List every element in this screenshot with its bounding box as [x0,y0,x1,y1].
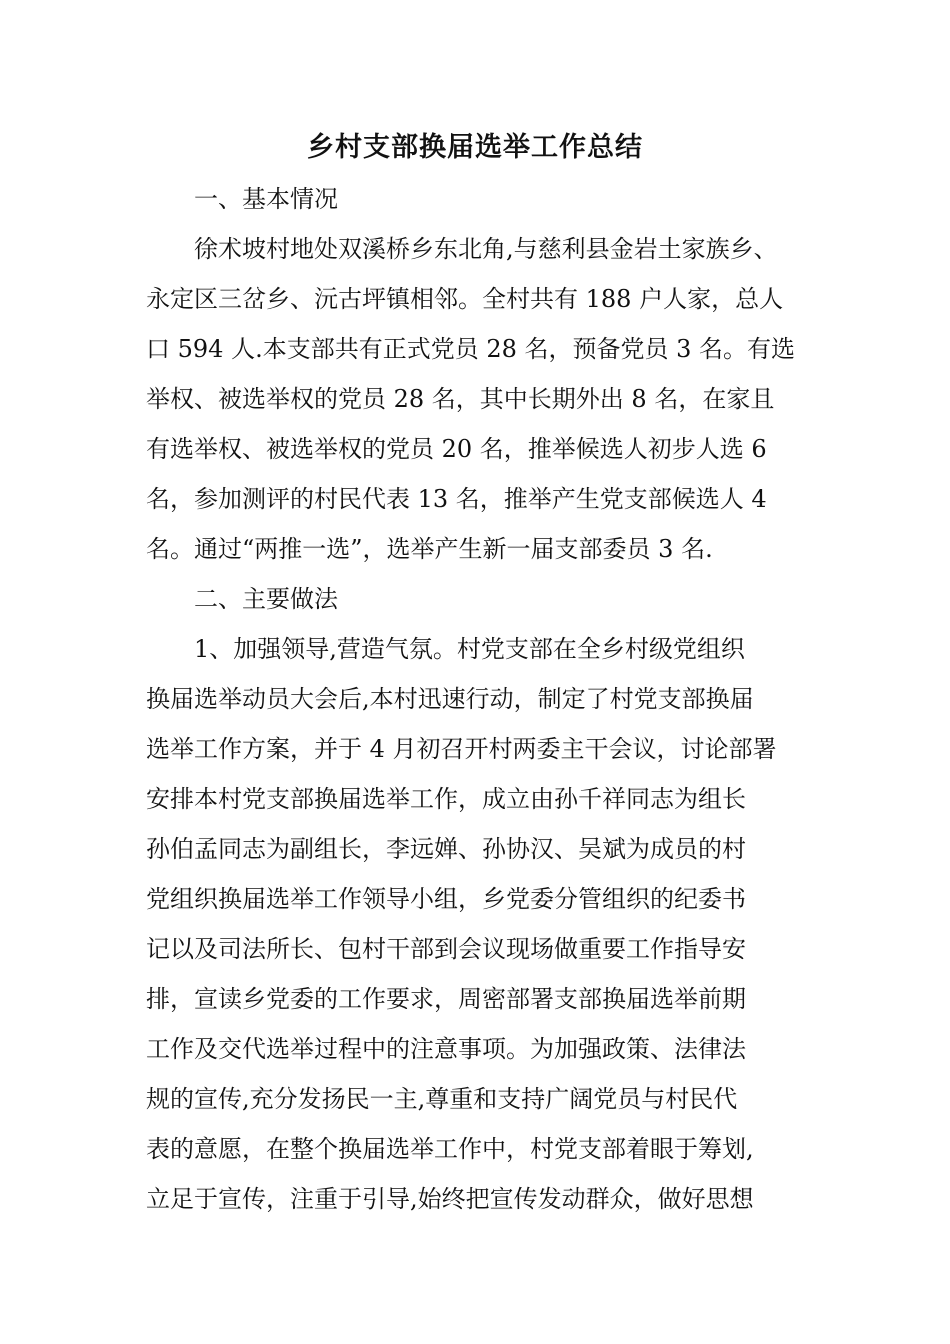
paragraph-line: 规的宣传,充分发扬民一主,尊重和支持广阔党员与村民代 [146,1085,738,1113]
paragraph-line: 孙伯孟同志为副组长，李远婵、孙协汉、吴斌为成员的村 [146,835,746,863]
paragraph-line: 记以及司法所长、包村干部到会议现场做重要工作指导安 [146,935,746,963]
paragraph-line: 名。通过“两推一选”，选举产生新一届支部委员 3 名. [146,535,713,563]
paragraph-line: 工作及交代选举过程中的注意事项。为加强政策、法律法 [146,1035,746,1063]
section-heading-basic-situation: 一、基本情况 [194,185,338,213]
paragraph-line: 永定区三岔乡、沅古坪镇相邻。全村共有 188 户人家，总人 [146,285,784,313]
section-heading-main-methods: 二、主要做法 [194,585,338,613]
paragraph-line: 有选举权、被选举权的党员 20 名，推举候选人初步人选 6 [146,435,767,463]
paragraph-line: 换届选举动员大会后,本村迅速行动，制定了村党支部换届 [146,685,754,713]
paragraph-line: 口 594 人.本支部共有正式党员 28 名，预备党员 3 名。有选 [146,335,796,363]
paragraph-line: 名，参加测评的村民代表 13 名，推举产生党支部候选人 4 [146,485,767,513]
paragraph-line: 安排本村党支部换届选举工作，成立由孙千祥同志为组长 [146,785,746,813]
paragraph-line: 立足于宣传，注重于引导,始终把宣传发动群众，做好思想 [146,1185,754,1213]
document-title: 乡村支部换届选举工作总结 [307,132,643,163]
paragraph-line: 徐术坡村地处双溪桥乡东北角,与慈利县金岩土家族乡、 [194,235,778,263]
paragraph-line: 党组织换届选举工作领导小组，乡党委分管组织的纪委书 [146,885,746,913]
paragraph-line: 举权、被选举权的党员 28 名，其中长期外出 8 名，在家且 [146,385,775,413]
paragraph-line: 1、加强领导,营造气氛。村党支部在全乡村级党组织 [194,635,745,663]
paragraph-line: 表的意愿，在整个换届选举工作中，村党支部着眼于筹划, [146,1135,754,1163]
paragraph-line: 选举工作方案，并于 4 月初召开村两委主干会议，讨论部署 [146,735,777,763]
paragraph-line: 排，宣读乡党委的工作要求，周密部署支部换届选举前期 [146,985,746,1013]
